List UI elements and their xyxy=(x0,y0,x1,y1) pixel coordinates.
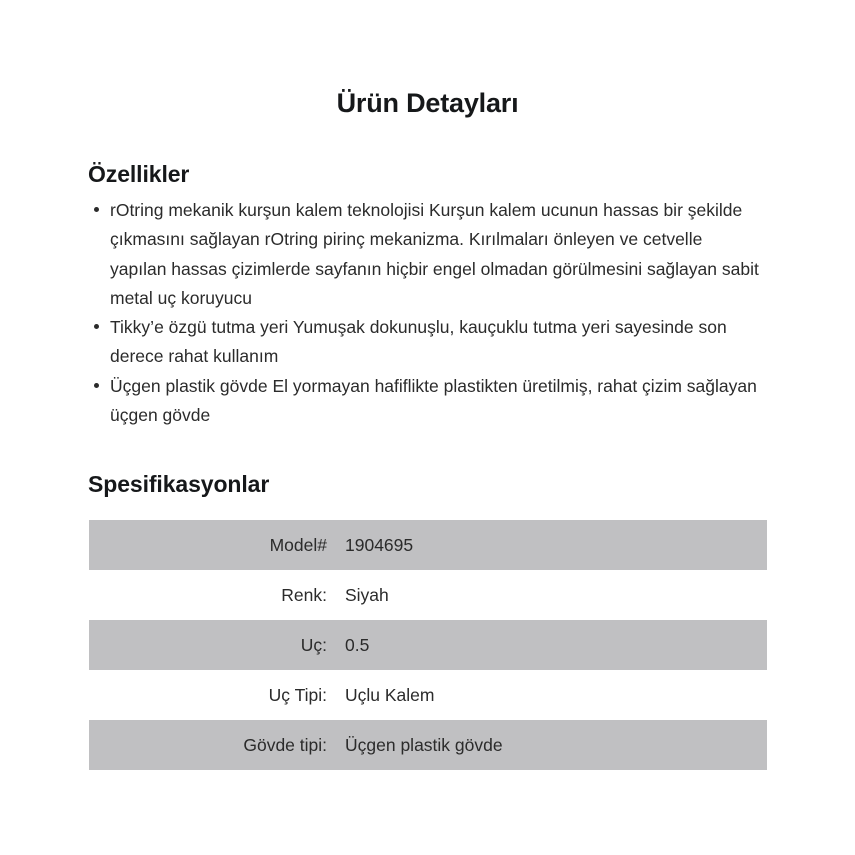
bullet-icon xyxy=(94,324,99,329)
table-row xyxy=(89,670,767,720)
table-row xyxy=(89,720,767,770)
bullet-icon xyxy=(94,383,99,388)
feature-text: Tikky’e özgü tutma yeri Yumuşak dokunuşlu, kauçuklu tutma yeri sayesinde son derece rahat kullanım xyxy=(110,317,727,367)
features-list xyxy=(88,196,760,430)
feature-text: Üçgen plastik gövde El yormayan hafiflikte plastikten üretilmiş, rahat çizim sağlayan üçgen gövde xyxy=(110,375,757,426)
table-row xyxy=(89,520,767,570)
bullet-icon xyxy=(94,207,99,212)
specifications-table xyxy=(89,520,767,770)
features-section-heading: Özellikler xyxy=(88,161,190,188)
list-item xyxy=(88,372,760,431)
spec-value: Uçlu Kalem xyxy=(336,670,767,720)
spec-value: 1904695 xyxy=(336,520,767,570)
list-item xyxy=(88,196,760,313)
spec-label: Model# xyxy=(89,520,336,570)
spec-label: Gövde tipi: xyxy=(89,720,336,770)
spec-label: Uç: xyxy=(89,620,336,670)
spec-value: Üçgen plastik gövde xyxy=(336,720,767,770)
list-item xyxy=(88,313,760,372)
spec-label: Renk: xyxy=(89,570,336,620)
table-row xyxy=(89,570,767,620)
table-row xyxy=(89,620,767,670)
page-title: Ürün Detayları xyxy=(336,88,519,119)
spec-value: 0.5 xyxy=(336,620,767,670)
spec-label: Uç Tipi: xyxy=(89,670,336,720)
spec-value: Siyah xyxy=(336,570,767,620)
feature-text: rOtring mekanik kurşun kalem teknolojisi Kurşun kalem ucunun hassas bir şekilde çıkmasını sağlayan rOtring pirinç mekanizma. Kırılmaları önleyen ve cetvelle yapılan hassas çizimlerde sayfanın hiçbir engel olmadan görülmesini sağlayan sabit metal uç koruyucu xyxy=(110,200,759,308)
specifications-section-heading: Spesifikasyonlar xyxy=(88,471,270,498)
